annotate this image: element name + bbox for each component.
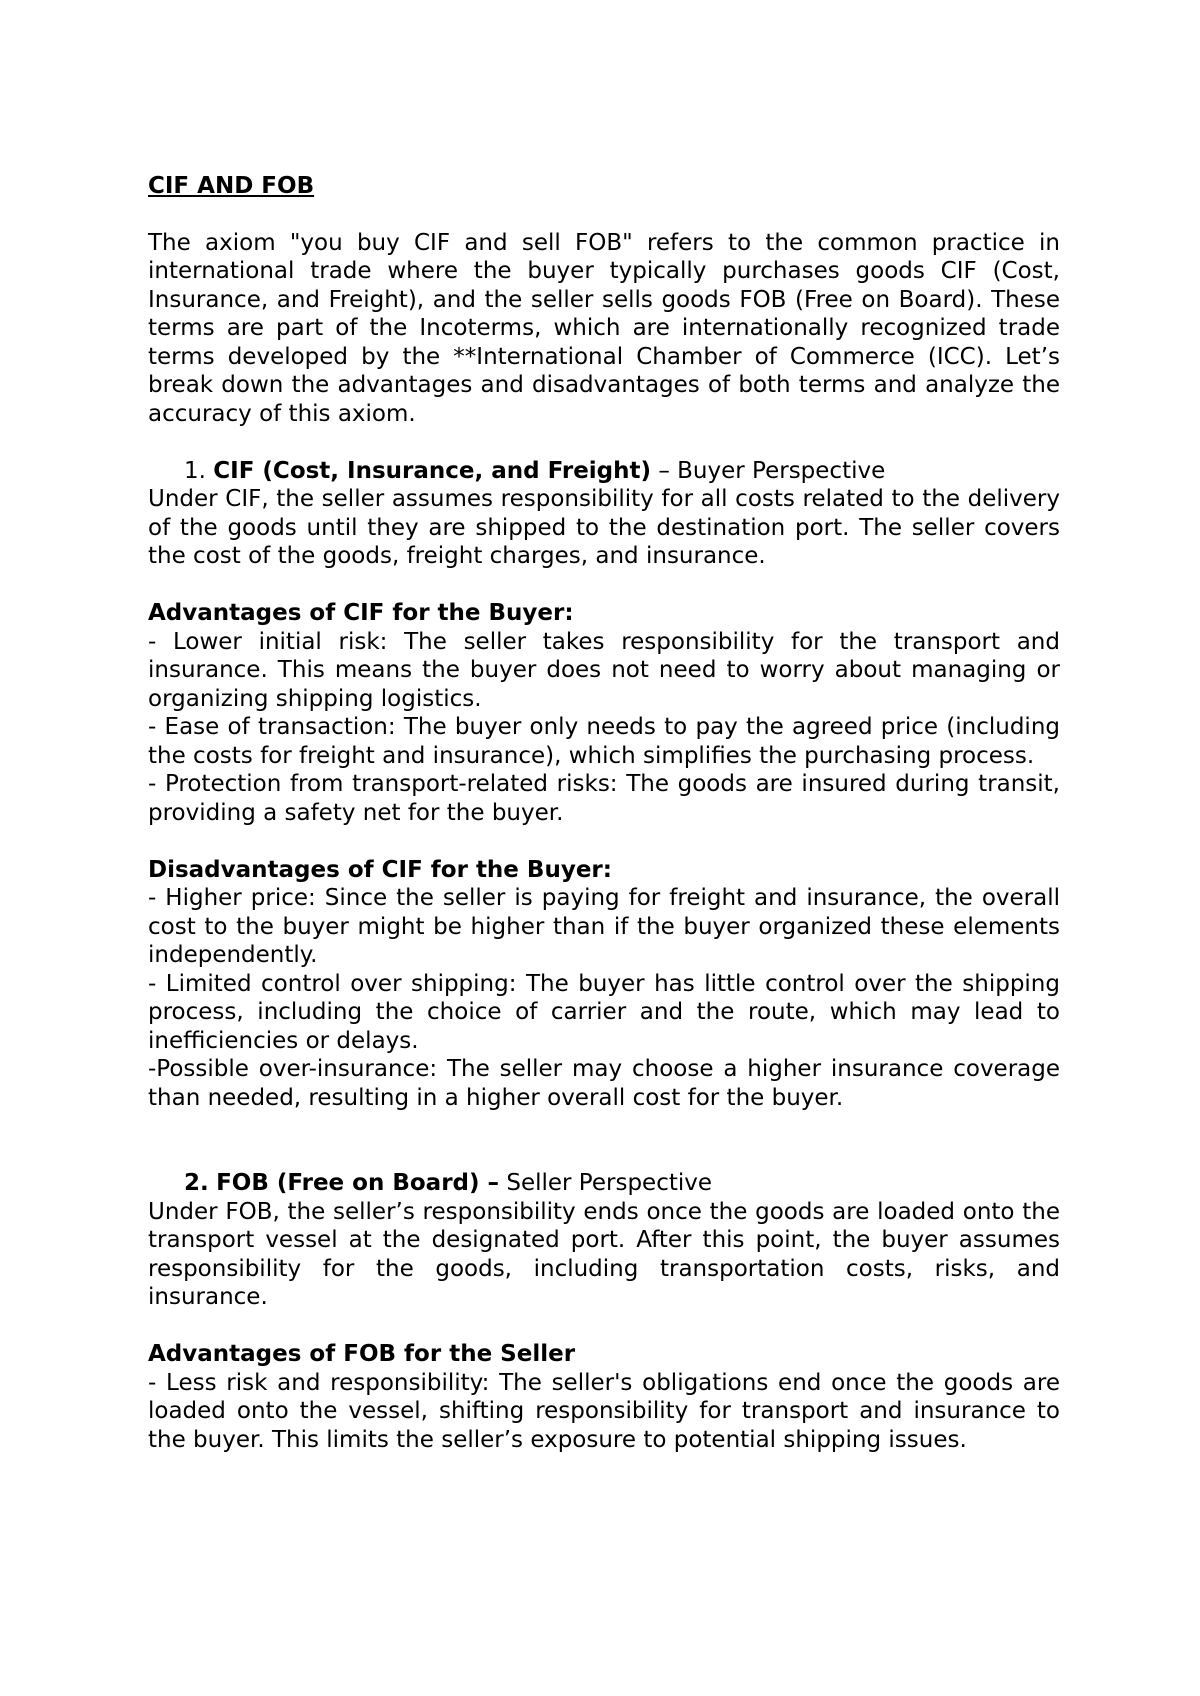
spacer bbox=[148, 428, 1060, 457]
fob-advantages-heading: Advantages of FOB for the Seller bbox=[148, 1341, 576, 1367]
cif-advantage-item: - Protection from transport-related risks: The goods are insured during transit, providing a safety net for the buyer. bbox=[148, 771, 1060, 826]
document-page bbox=[148, 172, 1060, 1454]
section2-term: FOB (Free on Board) bbox=[216, 1170, 480, 1196]
cif-advantage-item: - Ease of transaction: The buyer only needs to pay the agreed price (including the costs for freight and insurance), which simplifies the purchasing process. bbox=[148, 714, 1060, 769]
section1-number: 1. bbox=[184, 457, 206, 484]
section2-perspective: Seller Perspective bbox=[499, 1170, 713, 1196]
spacer bbox=[148, 1112, 1060, 1169]
section2-dash: – bbox=[479, 1170, 500, 1196]
cif-advantages-heading: Advantages of CIF for the Buyer: bbox=[148, 600, 574, 626]
cif-disadvantages-heading: Disadvantages of CIF for the Buyer: bbox=[148, 856, 612, 883]
spacer bbox=[148, 827, 1060, 856]
section1-heading bbox=[148, 457, 1060, 486]
section1-body: Under CIF, the seller assumes responsibility for all costs related to the delivery of the goods until they are shipped to the destination port. The seller covers the cost of the goods, freight charges, and insurance. bbox=[148, 486, 1060, 569]
document-title: CIF AND FOB bbox=[148, 173, 315, 199]
cif-disadvantage-item: - Higher price: Since the seller is paying for freight and insurance, the overall cost to the buyer might be higher than if the buyer organized these elements independently. bbox=[148, 885, 1060, 968]
section1-perspective: – Buyer Perspective bbox=[651, 457, 886, 484]
spacer bbox=[148, 571, 1060, 600]
fob-advantage-item: - Less risk and responsibility: The seller's obligations end once the goods are loaded onto the vessel, shifting responsibility for transport and insurance to the buyer. This limits the seller’s exposure to potential shipping issues. bbox=[148, 1369, 1060, 1453]
cif-disadvantage-item: -Possible over-insurance: The seller may choose a higher insurance coverage than needed, resulting in a higher overall cost for the buyer. bbox=[148, 1056, 1060, 1111]
intro-paragraph: The axiom "you buy CIF and sell FOB" refers to the common practice in international trade where the buyer typically purchases goods CIF (Cost, Insurance, and Freight), and the seller sells goods FOB (Free on Board). These terms are part of the Incoterms, which are internationally recognized trade terms developed by the **International Chamber of Commerce (ICC). Let’s break down the advantages and disadvantages of both terms and analyze the accuracy of this axiom. bbox=[148, 229, 1060, 427]
spacer bbox=[148, 1312, 1060, 1341]
section2-heading bbox=[148, 1169, 1060, 1198]
section1-term: CIF (Cost, Insurance, and Freight) bbox=[213, 457, 652, 484]
section2-number: 2. bbox=[184, 1170, 209, 1196]
cif-advantage-item: - Lower initial risk: The seller takes responsibility for the transport and insurance. This means the buyer does not need to worry about managing or organizing shipping logistics. bbox=[148, 628, 1060, 712]
section2-body: Under FOB, the seller’s responsibility ends once the goods are loaded onto the transport vessel at the designated port. After this point, the buyer assumes responsibility for the goods, including transportation costs, risks, and insurance. bbox=[148, 1198, 1060, 1310]
cif-disadvantage-item: - Limited control over shipping: The buyer has little control over the shipping process, including the choice of carrier and the route, which may lead to inefficiencies or delays. bbox=[148, 970, 1060, 1054]
